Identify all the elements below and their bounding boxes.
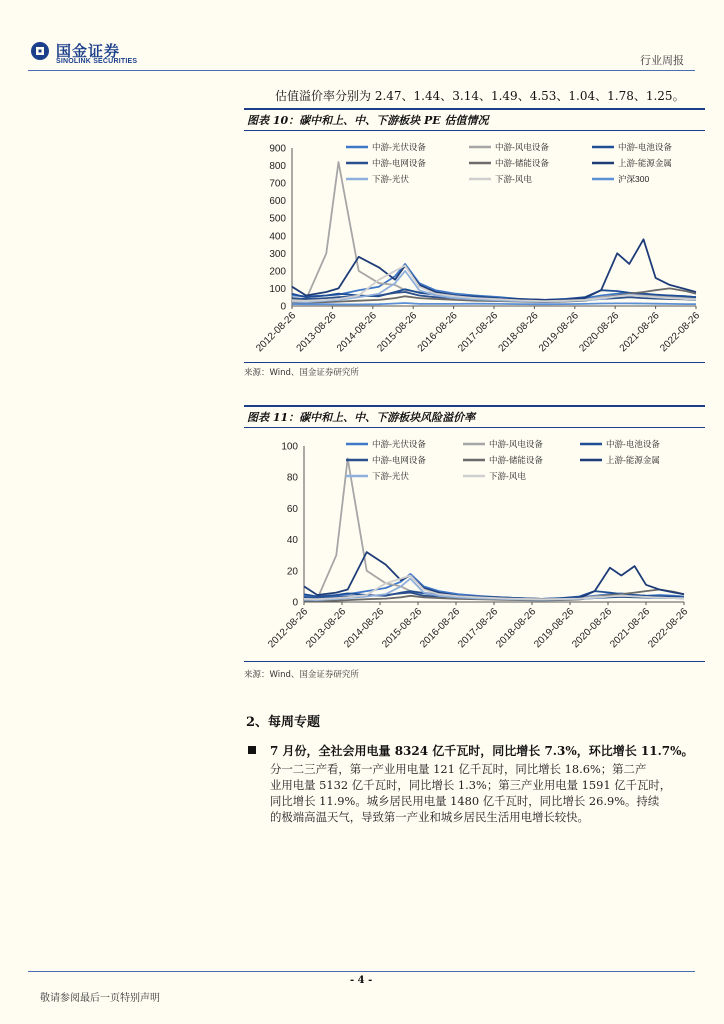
y-tick-label: 800 — [269, 161, 286, 173]
legend-label: 中游-储能设备 — [489, 455, 543, 465]
y-tick-label: 60 — [286, 503, 298, 515]
x-tick-label: 2019-08-26 — [536, 310, 581, 355]
legend-label: 中游-电网设备 — [372, 158, 426, 168]
figure-10-title: 图表 10：碳中和上、中、下游板块 PE 估值情况 — [247, 114, 489, 127]
y-tick-label: 40 — [286, 535, 298, 547]
y-tick-label: 500 — [269, 213, 286, 225]
logo-chinese-name: 国金证券 — [56, 42, 121, 60]
x-tick-label: 2019-08-26 — [532, 606, 577, 651]
y-tick-label: 20 — [286, 566, 298, 578]
figure-11-chart — [244, 430, 710, 660]
y-tick-label: 900 — [269, 143, 286, 155]
body-line: 业用电量 5132 亿千瓦时，同比增长 1.3%；第三产业用电量 1591 亿千瓦时， — [270, 778, 672, 792]
legend-label: 下游-风电 — [489, 471, 526, 481]
x-tick-label: 2012-08-26 — [266, 606, 311, 651]
figure-10-title-rule — [244, 130, 705, 131]
x-tick-label: 2013-08-26 — [294, 310, 339, 355]
legend-label: 中游-风电设备 — [489, 439, 543, 449]
logo-english-name: SINOLINK SECURITIES — [56, 58, 138, 65]
figure-11-bottom-rule — [244, 661, 705, 662]
legend-label: 中游-电网设备 — [372, 455, 426, 465]
y-tick-label: 600 — [269, 196, 286, 208]
series-line-7 — [292, 266, 696, 302]
x-tick-label: 2022-08-26 — [658, 310, 703, 355]
y-tick-label: 80 — [286, 472, 298, 484]
company-logo-icon — [30, 41, 50, 61]
x-tick-label: 2020-08-26 — [577, 310, 622, 355]
legend-label: 下游-风电 — [495, 174, 532, 184]
legend-label: 中游-电池设备 — [606, 439, 660, 449]
header-divider — [28, 70, 695, 71]
y-tick-label: 700 — [269, 178, 286, 190]
x-tick-label: 2015-08-26 — [375, 310, 420, 355]
figure-11-source: 来源：Wind、国金证券研究所 — [244, 670, 359, 680]
x-tick-label: 2020-08-26 — [570, 606, 615, 651]
x-tick-label: 2021-08-26 — [617, 310, 662, 355]
footer-divider — [28, 971, 695, 972]
y-tick-label: 0 — [292, 597, 298, 609]
x-tick-label: 2015-08-26 — [380, 606, 425, 651]
report-type-label: 行业周报 — [640, 54, 684, 67]
x-tick-label: 2021-08-26 — [608, 606, 653, 651]
y-tick-label: 100 — [281, 441, 298, 453]
y-tick-label: 0 — [280, 301, 286, 313]
legend-label: 上游-能源金属 — [606, 455, 660, 465]
page-number: - 4 - — [350, 975, 373, 986]
body-line: 同比增长 11.9%。城乡居民用电量 1480 亿千瓦时，同比增长 26.9%。持续 — [270, 794, 660, 808]
x-tick-label: 2012-08-26 — [254, 310, 299, 355]
legend-label: 下游-光伏 — [372, 174, 409, 184]
body-line: 的极端高温天气，导致第一产业和城乡居民生活用电增长较快。 — [270, 810, 589, 824]
legend-label: 中游-光伏设备 — [372, 439, 426, 449]
y-tick-label: 300 — [269, 248, 286, 260]
series-line-7 — [304, 576, 684, 600]
figure-10-chart — [244, 133, 710, 361]
x-tick-label: 2017-08-26 — [456, 310, 501, 355]
footer-disclaimer: 敬请参阅最后一页特别声明 — [40, 993, 160, 1004]
figure-11-title: 图表 11：碳中和上、中、下游板块风险溢价率 — [247, 411, 476, 424]
legend-label: 中游-光伏设备 — [372, 142, 426, 152]
section-title: 2、每周专题 — [246, 715, 321, 730]
legend-label: 中游-电池设备 — [618, 142, 672, 152]
y-tick-label: 100 — [269, 283, 286, 295]
x-tick-label: 2013-08-26 — [304, 606, 349, 651]
figure-10-top-rule — [244, 108, 705, 110]
x-tick-label: 2016-08-26 — [418, 606, 463, 651]
x-tick-label: 2016-08-26 — [415, 310, 460, 355]
legend-label: 沪深300 — [618, 174, 650, 184]
figure-10-source: 来源：Wind、国金证券研究所 — [244, 368, 359, 378]
legend-label: 下游-光伏 — [372, 471, 409, 481]
y-tick-label: 200 — [269, 266, 286, 278]
bullet-square-icon — [248, 746, 256, 754]
intro-paragraph: 估值溢价率分别为 2.47、1.44、3.14、1.49、4.53、1.04、1.78、1.25。 — [275, 89, 685, 103]
series-line-8 — [292, 303, 696, 304]
x-tick-label: 2017-08-26 — [456, 606, 501, 651]
x-tick-label: 2014-08-26 — [342, 606, 387, 651]
legend-label: 上游-能源金属 — [618, 158, 672, 168]
body-line: 分一二三产看，第一产业用电量 121 亿千瓦时，同比增长 18.6%；第二产 — [270, 762, 647, 776]
legend-label: 中游-风电设备 — [495, 142, 549, 152]
x-tick-label: 2018-08-26 — [494, 606, 539, 651]
figure-11-title-rule — [244, 427, 705, 428]
figure-10-bottom-rule — [244, 362, 705, 363]
figure-11-top-rule — [244, 405, 705, 407]
legend-label: 中游-储能设备 — [495, 158, 549, 168]
x-tick-label: 2018-08-26 — [496, 310, 541, 355]
y-tick-label: 400 — [269, 231, 286, 243]
x-tick-label: 2022-08-26 — [646, 606, 691, 651]
bullet-headline: 7 月份，全社会用电量 8324 亿千瓦时，同比增长 7.3%，环比增长 11.7%。 — [270, 744, 694, 758]
x-tick-label: 2014-08-26 — [334, 310, 379, 355]
